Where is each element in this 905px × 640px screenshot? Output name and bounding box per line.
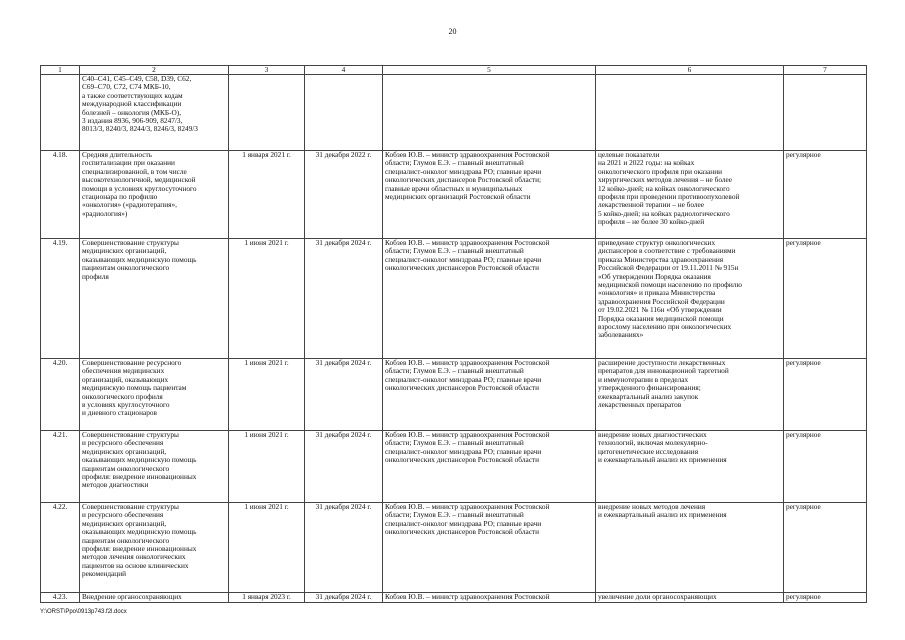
table-header-row (41, 66, 867, 75)
table-row (41, 593, 867, 603)
row-number: 4.23. (41, 593, 80, 603)
table-row (41, 239, 867, 359)
row-description: Средняя длительность госпитализации при оказании специализированной, в том числе высокотехнологичной, медицинской помощи в условиях круглосуточного стационара по профилю «онкология» («радиотерапия», «радиология») (80, 151, 229, 239)
document-path-footer: Y:\ORST\Ppo\0913p743.f2l.docx (40, 609, 127, 615)
header-cell: 4 (305, 66, 383, 75)
row-result: увеличение доли органосохраняющих (596, 593, 784, 603)
header-cell: 5 (383, 66, 596, 75)
row-responsible: Кобзев Ю.В. – министр здравоохранения Ростовской области; Глумов Е.Э. – главный внештатный специалист-онколог минздрава РО; главные врачи онкологических диспансеров Ростовской области (383, 503, 596, 593)
header-cell: 1 (41, 66, 80, 75)
table-row (41, 359, 867, 431)
row-result: целевые показатели на 2021 и 2022 годы: на койках онкологического профиля при оказании хирургических методов лечения – не более 12 койко-дней; на койках онкологического профиля при проведении противоопухолевой лекарственной терапии – не более 5 койко-дней; на койках радиологического профиля – не более 30 койко-дней (596, 151, 784, 239)
row-number: 4.18. (41, 151, 80, 239)
row-description: Совершенствование структуры медицинских организаций, оказывающих медицинскую помощь пациентам онкологического профиля (80, 239, 229, 359)
row-type: регулярное (784, 239, 867, 359)
row-end-date: 31 декабря 2024 г. (305, 503, 383, 593)
row-description: Внедрение органосохраняющих (80, 593, 229, 603)
row-start-date: 1 июня 2021 г. (229, 503, 305, 593)
row-description: Совершенствование структуры и ресурсного обеспечения медицинских организаций, оказывающих медицинскую помощь пациентам онкологического профиля: внедрение инновационных методов лечения онкологических пациентов на основе клинических рекомендаций (80, 503, 229, 593)
row-responsible: Кобзев Ю.В. – министр здравоохранения Ростовской области; Глумов Е.Э. – главный внештатный специалист-онколог минздрава РО; главные врачи онкологических диспансеров Ростовской области (383, 431, 596, 503)
table-row-continuation (41, 75, 867, 151)
row-start-date: 1 января 2023 г. (229, 593, 305, 603)
row-start-date: 1 января 2021 г. (229, 151, 305, 239)
header-cell: 6 (596, 66, 784, 75)
row-result: внедрение новых методов лечения и ежеквартальный анализ их применения (596, 503, 784, 593)
row-type: регулярное (784, 431, 867, 503)
row-number: 4.20. (41, 359, 80, 431)
page-number: 20 (448, 27, 457, 36)
row-end-date: 31 декабря 2024 г. (305, 239, 383, 359)
row-description: С40–С41, С45–С49, С58, D39, С62, С69–С70, С72, С74 МКБ-10, а также соответствующих кодам международной классификации болезней – онкология (МКБ-О), 3 издания 8936, 906-909, 8247/3, 8013/3, 8240/3, 8244/3, 8246/3, 8249/3 (80, 75, 229, 151)
row-end-date: 31 декабря 2024 г. (305, 593, 383, 603)
row-type: регулярное (784, 359, 867, 431)
row-number: 4.19. (41, 239, 80, 359)
table-row (41, 431, 867, 503)
row-description: Совершенствование структуры и ресурсного обеспечения медицинских организаций, оказывающих медицинскую помощь пациентам онкологического профиля: внедрение инновационных методов диагностики (80, 431, 229, 503)
row-result: внедрение новых диагностических технологий, включая молекулярно- цитогенетические исследования и ежеквартальный анализ их применения (596, 431, 784, 503)
row-type: регулярное (784, 503, 867, 593)
row-result: приведение структур онкологических диспансеров в соответствие с требованиями приказа Министерства здравоохранения Российской Федерации от 19.11.2011 № 915н «Об утверждении Порядка оказания медицинской помощи населению по профилю «онкология» и приказа Министерства здравоохранения Российской Федерации от 19.02.2021 № 116н «Об утверждении Порядка оказания медицинской помощи взрослому населению при онкологических заболеваниях» (596, 239, 784, 359)
row-responsible: Кобзев Ю.В. – министр здравоохранения Ростовской области; Глумов Е.Э. – главный внештатный специалист-онколог минздрава РО; главные врачи онкологических диспансеров Ростовской области; главные врачи областных и муниципальных медицинских организаций Ростовской области (383, 151, 596, 239)
header-cell: 3 (229, 66, 305, 75)
row-start-date: 1 июня 2021 г. (229, 359, 305, 431)
row-type: регулярное (784, 151, 867, 239)
row-responsible: Кобзев Ю.В. – министр здравоохранения Ростовской (383, 593, 596, 603)
row-responsible: Кобзев Ю.В. – министр здравоохранения Ростовской области; Глумов Е.Э. – главный внештатный специалист-онколог минздрава РО; главные врачи онкологических диспансеров Ростовской области (383, 359, 596, 431)
row-description: Совершенствование ресурсного обеспечения медицинских организаций, оказывающих медицинскую помощь пациентам онкологического профиля в условиях круглосуточного и дневного стационаров (80, 359, 229, 431)
row-number: 4.22. (41, 503, 80, 593)
plan-table (40, 65, 867, 603)
row-start-date: 1 июня 2021 г. (229, 431, 305, 503)
row-start-date: 1 июня 2021 г. (229, 239, 305, 359)
row-responsible: Кобзев Ю.В. – министр здравоохранения Ростовской области; Глумов Е.Э. – главный внештатный специалист-онколог минздрава РО; главные врачи онкологических диспансеров Ростовской области (383, 239, 596, 359)
row-end-date: 31 декабря 2024 г. (305, 431, 383, 503)
header-cell: 7 (784, 66, 867, 75)
row-end-date: 31 декабря 2024 г. (305, 359, 383, 431)
row-result: расширение доступности лекарственных препаратов для инновационной таргетной и иммунотерапии в пределах утвержденного финансирования; ежеквартальный анализ закупок лекарственных препаратов (596, 359, 784, 431)
row-type: регулярное (784, 593, 867, 603)
table-row (41, 503, 867, 593)
row-end-date: 31 декабря 2022 г. (305, 151, 383, 239)
row-number: 4.21. (41, 431, 80, 503)
header-cell: 2 (80, 66, 229, 75)
table-row (41, 151, 867, 239)
